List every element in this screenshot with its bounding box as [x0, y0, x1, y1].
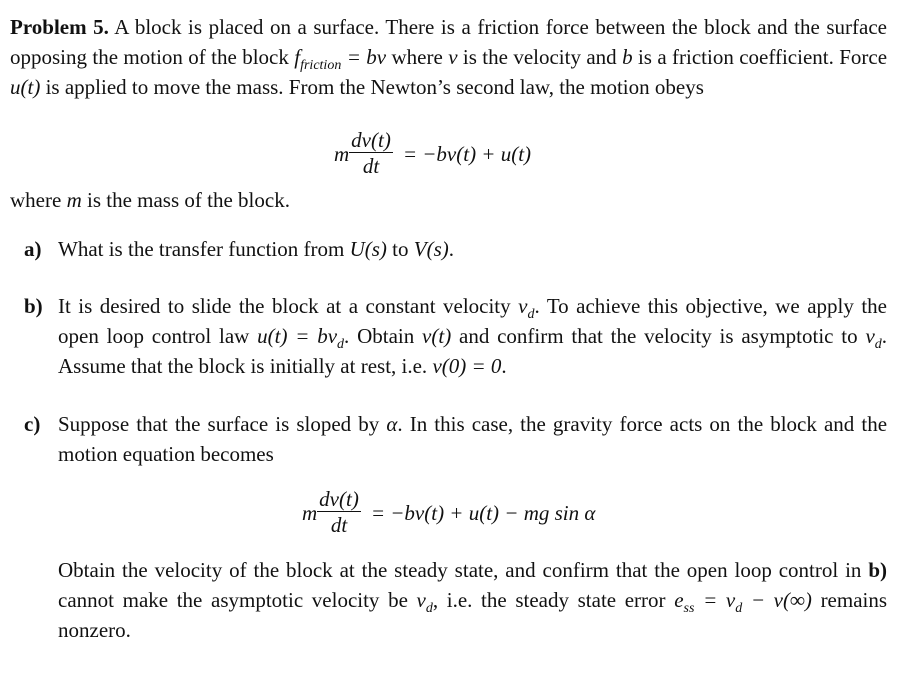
problem-intro: Problem 5. A block is placed on a surface. There is a friction force between the block and the surface opposing the motion of the block $f_{friction}$ = bv where v is the velocity and b is a friction coefficient. Force u(t) is applied to move the mass. From the Newton’s second law, the motion obeys: [10, 15, 888, 99]
derivative-fraction-sloped: $\frac{dv(t)}{dt}$: [319, 487, 359, 537]
where-line: where m is the mass of the block.: [10, 188, 290, 212]
equation-motion: m $\frac{dv(t)}{dt}$ = −bv(t) + u(t): [334, 128, 532, 178]
item-b: b) It is desired to slide the block at a constant velocity $v_d$. To achieve this objective, we apply the open loop control law $u(t) = bv_d$. Obtain v(t) and confirm that the velocity is asymptotic to $v_d$. Assume that the block is initially at rest, i.e. v(0) = 0.: [24, 291, 887, 381]
item-c-continued: Obtain the velocity of the block at the steady state, and confirm that the open loop control in b) cannot make the asymptotic velocity be $v_d$, i.e. the steady state error $e_{ss} = v_d - v(\infty)$ remains nonzero.: [58, 558, 888, 642]
item-a-label: a): [24, 237, 42, 261]
steady-state-error: $e_{ss} = v_d - v(\infty)$: [674, 588, 812, 616]
problem-label: Problem 5.: [10, 15, 109, 39]
item-c-label: c): [24, 412, 41, 436]
item-b-label: b): [24, 294, 43, 318]
derivative-fraction: $\frac{dv(t)}{dt}$: [351, 128, 391, 178]
item-c: c) Suppose that the surface is sloped by α. In this case, the gravity force acts on the block and the motion equation becomes: [24, 409, 887, 469]
item-a: a) What is the transfer function from U(s) to V(s).: [24, 234, 887, 264]
equation-sloped: m $\frac{dv(t)}{dt}$ = −bv(t) + u(t) − mg sin α: [302, 487, 596, 537]
friction-symbol: $f_{friction}$ = bv: [294, 45, 387, 73]
